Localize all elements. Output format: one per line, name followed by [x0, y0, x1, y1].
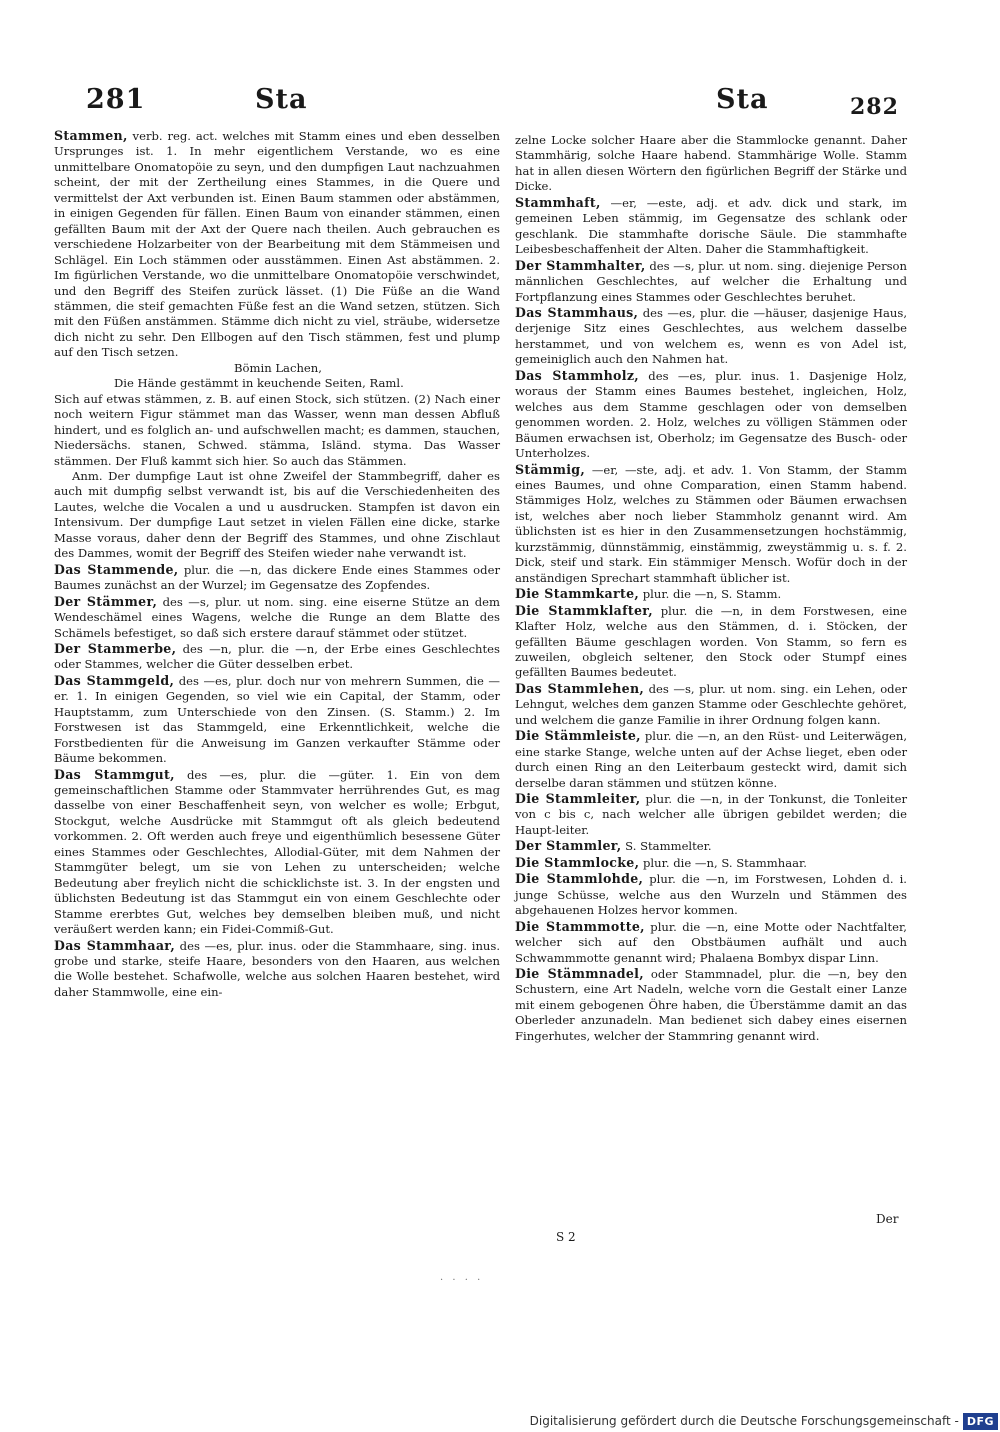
dictionary-entry: [54, 641, 500, 673]
dictionary-entry: [54, 128, 500, 361]
entry-headword: Das Stammhaar,: [54, 937, 176, 953]
dictionary-entry: [54, 673, 500, 767]
dictionary-entry: [515, 305, 907, 368]
annotation-paragraph: Anm. Der dumpfige Laut ist ohne Zweifel der Stammbegriff, daher es auch mit dumpfig selbst verwandt ist, bis auf die Verschiedenheiten des Lautes, welche die Vocalen a und u ausdrucken. Stampfen ist davon ein Intensivum. Der dumpfige Laut setzet in vielen Fällen eine dicke, starke Masse voraus, daher denn der Begriff des Stammes, und ohne Zischlaut des Dammes, womit der Begriff des Steifen wieder nahe verwandt ist.: [54, 468, 500, 561]
entry-body: S. Stammelter.: [625, 839, 712, 854]
dictionary-entry: [515, 871, 907, 918]
entry-headword: Das Stammhaus,: [515, 304, 639, 320]
entry-body: plur. die —n, eine Motte oder Nachtfalter, welcher sich auf den Obstbäumen aufhält und auch Schwammmotte genannt wird; Phalaena Bombyx dispar Linn.: [515, 919, 907, 965]
entry-body: —er, —ste, adj. et adv. 1. Von Stamm, der Stamm eines Baumes, und ohne Comparation, einen Stamm habend. Stämmiges Holz, welches zu Stämmen oder Bäumen erwachsen ist, welches aber noch lieber Stammholz genannt wird. Am üblichsten ist es hier in den Zusammensetzungen hochstämmig, kurzstämmig, dünnstämmig, einstämmig, zweystämmig u. s. f. 2. Dick, steif und stark. Ein stämmiger Mensch. Wofür doch in der anständigen Sprechart stammhaft üblicher ist.: [515, 462, 908, 585]
entry-body: des —es, plur. inus. 1. Dasjenige Holz, woraus der Stamm eines Baumes bestehet, ingleichen, Holz, welches aus dem Stamme geschlagen oder von demselben genommen worden. 2. Holz, welches zu völligen Stämmen oder Bäumen erwachsen ist, Oberholz; im Gegensatze des Busch- oder Unterholzes.: [515, 368, 907, 461]
entry-headword: Die Stämmleiste,: [515, 728, 641, 744]
dfg-logo: DFG: [963, 1413, 998, 1430]
entry-headword: Die Stammleiter,: [515, 791, 641, 807]
entry-headword: Das Stammgeld,: [54, 672, 175, 688]
entry-headword: Stämmig,: [515, 461, 586, 477]
entry-headword: Die Stammkarte,: [515, 586, 640, 602]
entry-body: des —s, plur. ut nom. sing. ein Lehen, oder Lehngut, welches dem ganzen Stamme oder Geschlechte gehöret, und welchem die ganze Familie in ihrer Ordnung folgen kann.: [515, 681, 908, 727]
entry-headword: Die Stammmotte,: [515, 918, 645, 934]
entry-body: plur. die —n, in dem Forstwesen, eine Klafter Holz, welche aus den Stämmen, d. i. Stöcken, der gefällten Bäume geschlagen worden. Von Stamm, so fern es zuweilen, obgleich seltener, den Stock oder Stumpf eines gefällten Baumes bedeutet.: [515, 603, 908, 680]
dictionary-entry: [54, 767, 500, 938]
dictionary-entry: [515, 462, 907, 587]
dictionary-entry: [54, 562, 500, 594]
dictionary-entry: [515, 919, 907, 966]
dictionary-entry: [515, 258, 907, 305]
entry-headword: Das Stammlehen,: [515, 680, 645, 696]
entry-body: plur. die —n, an den Rüst- und Leiterwägen, eine starke Stange, welche unten auf der Achse lieget, eben oder durch einen Ring an den Leiterbaum gesteckt wird, damit sich derselbe daran stämmen und stützen könne.: [515, 729, 907, 790]
entry-headword: Der Stammler,: [515, 838, 622, 854]
dictionary-entry: [515, 791, 907, 838]
page-number-left: 281: [86, 84, 146, 115]
entry-body: des —es, plur. die —häuser, dasjenige Haus, derjenige Sitz eines Geschlechtes, aus welchem dasselbe herstammet, und von welchem es, wenn es von Adel ist, gemeiniglich auch den Nahmen hat.: [515, 305, 907, 367]
entry-body: des —es, plur. die —güter. 1. Ein von dem gemeinschaftlichen Stamme oder Stammvater herrührendes Gut, es mag dasselbe von einer Beschaffenheit seyn, von welcher es wolle; Erbgut, Stockgut, welche Ausdrücke mit Stammgut oft als gleich bedeutend vorkommen. 2. Oft werden auch freye und eigenthümlich besessene Güter eines Stammes oder Geschlechtes, Allodial-Güter, mit dem Nahmen der Stammgüter belegt, um sie von Lehen zu unterscheiden; welche Bedeutung aber freylich nicht die schicklichste ist. 3. In der engsten und üblichsten Bedeutung ist das Stammgut ein von einem Geschlechte oder Stamme ererbtes Gut, welches bey demselben bleiben muß, und nicht veräußert werden kann; ein Fidei-Commiß-Gut.: [54, 767, 500, 937]
dictionary-entry: [54, 938, 500, 1001]
entry-body: plur. die —n, das dickere Ende eines Stammes oder Baumes zunächst an der Wurzel; im Gegensatze des Zopfendes.: [54, 562, 500, 593]
entry-headword: Die Stammlohde,: [515, 871, 644, 887]
running-head-left: Sta: [255, 84, 308, 115]
dictionary-entry: [515, 838, 907, 854]
dictionary-entry: [515, 195, 907, 258]
entry-headword: Stammen,: [54, 128, 128, 143]
running-head-right: Sta: [716, 84, 769, 115]
entry-body: des —es, plur. inus. oder die Stammhaare, sing. inus. grobe und starke, steife Haare, besonders von den Haaren, aus welchen die Wolle bestehet. Schafwolle, welche aus solchen Haaren bestehet, wird daher Stammwolle, eine ein-: [54, 938, 501, 999]
entry-headword: Der Stammerbe,: [54, 640, 177, 656]
dictionary-entry: [515, 368, 907, 462]
footer-bar: [530, 1410, 1000, 1432]
entry-body: oder Stammnadel, plur. die —n, bey den Schustern, eine Art Nadeln, welche vorn die Gestalt einer Lanze mit einem gebogenen Öhre haben, die Überstämme damit an das Oberleder anzunadeln. Man bedienet sich dabey eines eisernen Fingerhutes, welcher der Stammring genannt wird.: [515, 967, 907, 1043]
entry-body: plur. die —n, S. Stammhaar.: [643, 855, 807, 870]
footer-credit: Digitalisierung gefördert durch die Deutsche Forschungsgemeinschaft -: [529, 1414, 959, 1428]
entry-body: des —n, plur. die —n, der Erbe eines Geschlechtes oder Stammes, welcher die Güter desselben erbet.: [54, 641, 500, 672]
entry-body: —er, —este, adj. et adv. dick und stark, im gemeinen Leben stämmig, im Gegensatze des schlank oder geschlank. Die stammhafte dorische Säule. Die stammhafte Leibesbeschaffenheit der Alten. Daher die Stammhaftigkeit.: [515, 195, 908, 257]
signature-mark: S 2: [556, 1230, 576, 1244]
entry-body: des —s, plur. ut nom. sing. diejenige Person männlichen Geschlechtes, auf welcher die Erhaltung und Fortpflanzung eines Stammes oder Geschlechtes beruhet.: [515, 258, 908, 304]
dictionary-entry: [54, 594, 500, 641]
quote-line: Die Hände gestämmt in keuchende Seiten, Raml.: [114, 376, 404, 391]
page-number-right: 282: [850, 94, 899, 120]
dictionary-entry: [515, 728, 907, 791]
quote-attribution: Bömin Lachen,: [234, 360, 322, 375]
entry-headword: Die Stämmnadel,: [515, 966, 644, 982]
continuation-paragraph: Sich auf etwas stämmen, z. B. auf einen Stock, sich stützen. (2) Nach einer noch weitern Figur stämmet man das Wasser, wenn man dessen Abfluß hindert, und es folglich an- und aufschwellen macht; es dammen, stauchen, Niedersächs. stanen, Schwed. stämma, Isländ. styma. Das Wasser stämmen. Der Fluß kammt sich hier. So auch das Stämmen.: [54, 391, 500, 468]
left-column: [54, 128, 500, 1000]
entry-headword: Stammhaft,: [515, 194, 601, 210]
entry-body: plur. die —n, im Forstwesen, Lohden d. i. junge Schüsse, welche aus den Wurzeln und Stämmen des abgehauenen Holzes hervor kommen.: [515, 872, 907, 918]
entry-body: verb. reg. act. welches mit Stamm eines und eben desselben Ursprunges ist. 1. In mehr eigentlichem Verstande, wo es eine unmittelbare Onomatopöie zu seyn, und den dumpfigen Laut nachzuahmen scheint, der mit der Zertheilung eines Stammes, in die Quere und vermittelst der Axt verbunden ist. Einen Baum stammen oder abstämmen, in einigen Gegenden für fällen. Einen Baum von einander stämmen, einen gefällten Baum mit der Axt der Quere nach theilen. Auch gebrauchen es verschiedene Holzarbeiter von der Bearbeitung mit dem Stämmeisen und Schlägel. Ein Loch stämmen oder ausstämmen. Einen Ast abstämmen. 2. Im figürlichen Verstande, wo die unmittelbare Onomatopöie verschwindet, und den Begriff des Steifen zurück lässet. (1) Die Füße an die Wand stämmen, die steif gemachten Füße fest an die Wand setzen, stützen. Sich mit den Füßen anstämmen. Stämme dich nicht zu viel, sträube, widersetze dich nicht zu sehr. Den Ellbogen auf den Tisch stämmen, fest und plump auf den Tisch setzen.: [54, 129, 500, 360]
entry-body: des —s, plur. ut nom. sing. eine eiserne Stütze an dem Wendeschämel eines Wagens, welche die Runge an dem Blatte des Schämels befestiget, so daß sich erstere darauf stämmet oder stützet.: [54, 594, 500, 640]
entry-body: plur. die —n, S. Stamm.: [642, 587, 782, 602]
dictionary-entry: [515, 966, 907, 1044]
entry-headword: Das Stammholz,: [515, 367, 639, 383]
entry-body: des —es, plur. doch nur von mehrern Summen, die —er. 1. In einigen Gegenden, so viel wie ein Capital, der Stamm, oder Hauptstamm, zum Unterschiede von den Zinsen. (S. Stamm.) 2. Im Forstwesen ist das Stammgeld, eine Erkenntlichkeit, welche die Forstbedienten für die Anweisung im Ganzen verkaufter Stämme oder Bäume bekommen.: [54, 673, 500, 766]
dictionary-entry: [515, 586, 907, 602]
right-column: [515, 133, 907, 1044]
entry-headword: Das Stammgut,: [54, 766, 175, 782]
continuation-paragraph: zelne Locke solcher Haare aber die Stammlocke genannt. Daher Stammhärig, solche Haare habend. Stammhärige Wolle. Stamm hat in allen diesen Wörtern den figürlichen Begriff der Stärke und Dicke.: [515, 133, 907, 194]
entry-headword: Der Stammhalter,: [515, 257, 646, 273]
scan-speckle: · · · ·: [440, 1275, 484, 1286]
dictionary-entry: [515, 855, 907, 871]
entry-body: plur. die —n, in der Tonkunst, die Tonleiter von c bis c, nach welcher alle übrigen gebildet werden; die Haupt-leiter.: [515, 792, 907, 837]
catchword: Der: [876, 1212, 899, 1226]
dictionary-entry: [515, 681, 907, 728]
dictionary-entry: [515, 603, 907, 681]
entry-headword: Das Stammende,: [54, 561, 179, 577]
entry-headword: Die Stammklafter,: [515, 602, 653, 618]
entry-headword: Der Stämmer,: [54, 593, 158, 609]
entry-headword: Die Stammlocke,: [515, 854, 640, 870]
